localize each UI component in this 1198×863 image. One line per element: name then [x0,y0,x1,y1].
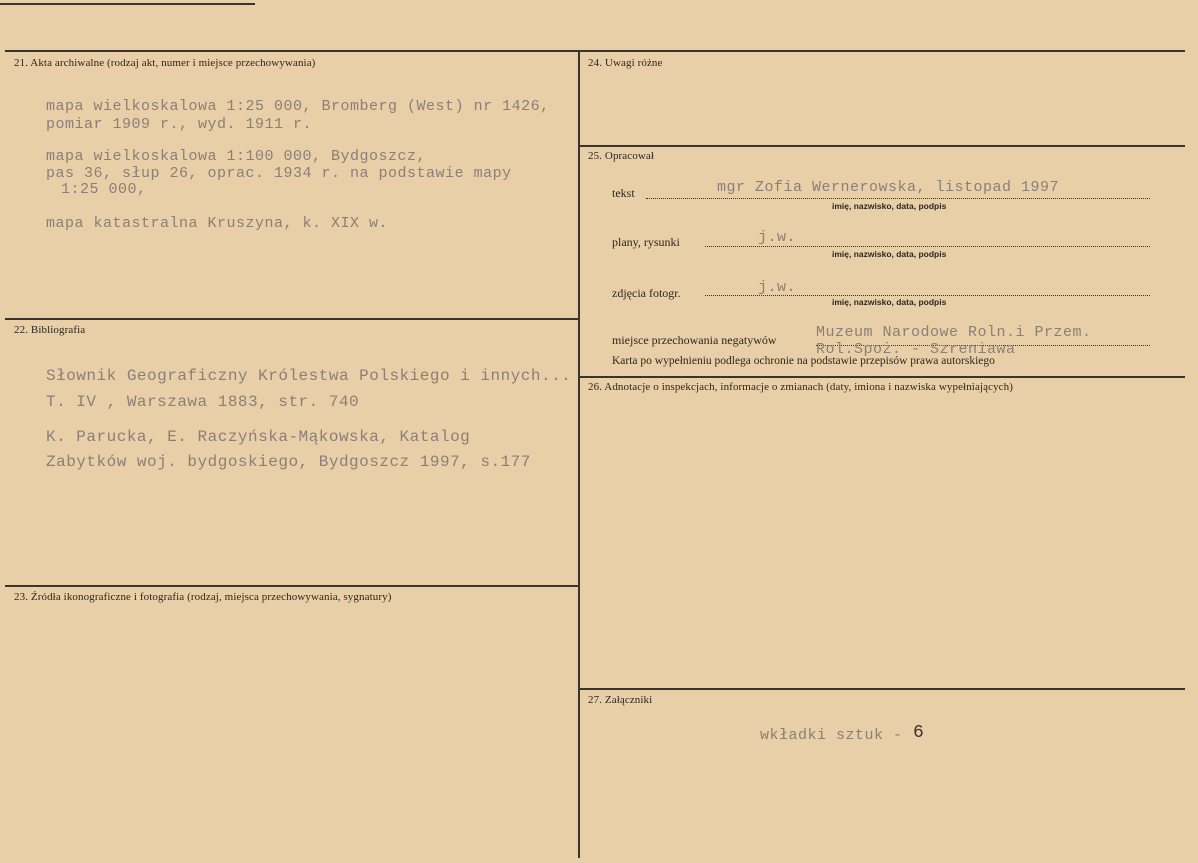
bibliography-line-2: T. IV , Warszawa 1883, str. 740 [46,393,360,411]
section-23-header: 23. Źródła ikonograficzne i fotografia (rodzaj, miejsca przechowywania, sygnatury) [14,591,392,603]
tekst-label: tekst [612,186,635,200]
bibliography-line-1: Słownik Geograficzny Królestwa Polskiego i innych... [46,367,572,385]
divider-26-27 [580,688,1185,690]
section-26-header: 26. Adnotacje o inspekcjach, informacje o zmianach (daty, imiona i nazwiska wypełniających) [588,381,1014,393]
tekst-dotted-line [646,198,1150,199]
archival-line-3: mapa wielkoskalowa 1:100 000, Bydgoszcz, [46,148,427,165]
divider-24-25 [580,145,1185,147]
bibliography-line-4: Zabytków woj. bydgoskiego, Bydgoszcz 1997, s.177 [46,453,531,471]
negatywy-value-2: Rol.Spoż. - Szreniawa [816,341,1016,358]
section-24-header: 24. Uwagi różne [588,57,663,69]
divider-22-23 [5,585,578,587]
tekst-value: mgr Zofia Wernerowska, listopad 1997 [717,179,1060,196]
attachments-value-text: wkładki sztuk - [760,727,903,744]
top-border [5,50,1185,52]
zdjecia-caption: imię, nazwisko, data, podpis [832,297,947,307]
zdjecia-label: zdjęcia fotogr. [612,286,681,300]
middle-divider [578,51,580,858]
zdjecia-value: j.w. [758,279,797,296]
negatywy-label: miejsce przechowania negatywów [612,333,777,347]
archival-line-1: mapa wielkoskalowa 1:25 000, Bromberg (West) nr 1426, [46,98,550,115]
copyright-note: Karta po wypełnieniu podlega ochronie na podstawie przepisów prawa autorskiego [612,355,995,367]
section-21-header: 21. Akta archiwalne (rodzaj akt, numer i miejsce przechowywania) [14,57,316,69]
section-27-header: 27. Załączniki [588,694,653,706]
bibliography-line-3: K. Parucka, E. Raczyńska-Mąkowska, Katalog [46,428,471,446]
archival-line-6: mapa katastralna Kruszyna, k. XIX w. [46,215,389,232]
plany-dotted-line [705,246,1150,247]
archival-line-2: pomiar 1909 r., wyd. 1911 r. [46,116,313,133]
archival-line-4: pas 36, słup 26, oprac. 1934 r. na podstawie mapy [46,165,512,182]
plany-caption: imię, nazwisko, data, podpis [832,249,947,259]
attachments-count: 6 [913,723,925,743]
section-25-header: 25. Opracował [588,150,655,162]
section-22-header: 22. Bibliografia [14,324,86,336]
negatywy-value-1: Muzeum Narodowe Roln.i Przem. [816,324,1092,341]
tekst-caption: imię, nazwisko, data, podpis [832,201,947,211]
divider-21-22 [5,318,578,320]
plany-value: j.w. [758,229,797,246]
divider-25-26 [580,376,1185,378]
top-edge-line [0,3,255,5]
plany-label: plany, rysunki [612,235,680,249]
archival-line-5: 1:25 000, [61,181,147,198]
